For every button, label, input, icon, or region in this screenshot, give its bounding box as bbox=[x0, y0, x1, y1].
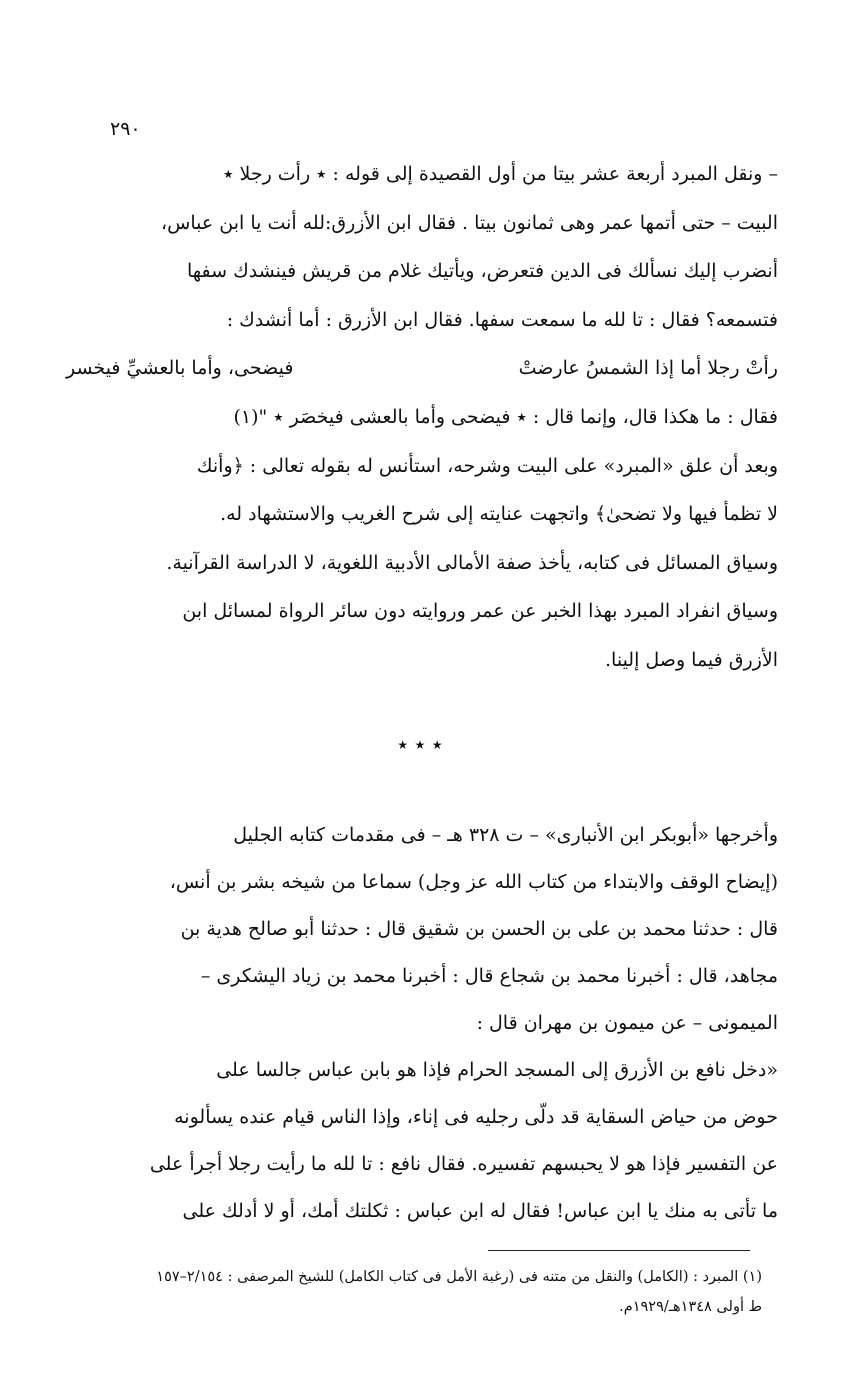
text-line: البيت – حتى أتمها عمر وهى ثمانون بيتا . فقال ابن الأزرق:لله أنت يا ابن عباس، bbox=[161, 211, 778, 234]
text-line: «دخل نافع بن الأزرق إلى المسجد الحرام فإذا هو بابن عباس جالسا على bbox=[216, 1059, 778, 1081]
text-line: وبعد أن علق «المبرد» على البيت وشرحه، استأنس له بقوله تعالى : ﴿وأنك bbox=[196, 454, 778, 477]
text-line: فتسمعه؟ فقال : تا لله ما سمعت سفها. فقال ابن الأزرق : أما أنشدك : bbox=[226, 308, 778, 331]
text-line: الميمونى – عن ميمون بن مهران قال : bbox=[476, 1012, 778, 1034]
footnotes bbox=[62, 1262, 762, 1322]
poem-verse bbox=[66, 344, 778, 393]
text-section-1 bbox=[66, 150, 778, 685]
page-number: ٢٩٠ bbox=[110, 118, 141, 140]
footnote-divider bbox=[488, 1250, 750, 1251]
text-line: حوض من حياض السقاية قد دلّى رجليه فى إناء، وإذا الناس قيام عنده يسألونه bbox=[174, 1106, 778, 1128]
section-separator: ٭ ٭ ٭ bbox=[397, 732, 443, 756]
verse-first-hemistich: رأتْ رجلا أما إذا الشمسُ عارضتْ bbox=[518, 357, 778, 380]
verse-second-hemistich: فيضحى، وأما بالعشيِّ فيخسر bbox=[66, 357, 294, 380]
text-line: (إيضاح الوقف والابتداء من كتاب الله عز وجل) سماعا من شيخه بشر بن أنس، bbox=[169, 871, 778, 893]
text-line: وسياق انفراد المبرد بهذا الخبر عن عمر وروايته دون سائر الرواة لمسائل ابن bbox=[182, 600, 778, 623]
text-line: وسياق المسائل فى كتابه، يأخذ صفة الأمالى الأدبية اللغوية، لا الدراسة القرآنية. bbox=[166, 551, 778, 574]
text-line: عن التفسير فإذا هو لا يحبسهم تفسيره. فقال نافع : تا لله ما رأيت رجلا أجرأ على bbox=[149, 1153, 778, 1175]
footnote-line: ط أولى ١٣٤٨هـ/١٩٢٩م. bbox=[619, 1299, 762, 1315]
text-line: مجاهد، قال : أخبرنا محمد بن شجاع قال : أخبرنا محمد بن زياد اليشكرى – bbox=[200, 965, 778, 987]
text-line: فقال : ما هكذا قال، وإنما قال : ٭ فيضحى وأما بالعشى فيخصَر ٭ "(١) bbox=[233, 405, 778, 428]
text-section-2 bbox=[66, 812, 778, 1235]
text-line: ما تأتى به منك يا ابن عباس! فقال له ابن عباس : ثكلتك أمك، أو لا أدلك على bbox=[182, 1200, 778, 1222]
text-line: لا تظمأ فيها ولا تضحىٰ﴾ واتجهت عنايته إلى شرح الغريب والاستشهاد له. bbox=[220, 503, 778, 526]
footnote-line: (١) المبرد : (الكامل) والنقل من متنه فى (رغبة الأمل فى كتاب الكامل) للشيخ المرصفى : ٢/١٥٤–١٥٧ bbox=[156, 1269, 762, 1285]
text-line: وأخرجها «أبوبكر ابن الأنبارى» – ت ٣٢٨ هـ – فى مقدمات كتابه الجليل bbox=[233, 824, 778, 846]
text-line: – ونقل المبرد أربعة عشر بيتا من أول القصيدة إلى قوله : ٭ رأت رجلا ٭ bbox=[223, 163, 778, 185]
text-line: الأزرق فيما وصل إلينا. bbox=[605, 648, 778, 671]
text-line: قال : حدثنا محمد بن على بن الحسن بن شقيق قال : حدثنا أبو صالح هدية بن bbox=[180, 918, 778, 940]
text-line: أنضرب إليك نسألك فى الدين فتعرض، ويأتيك غلام من قريش فينشدك سفها bbox=[186, 260, 778, 283]
